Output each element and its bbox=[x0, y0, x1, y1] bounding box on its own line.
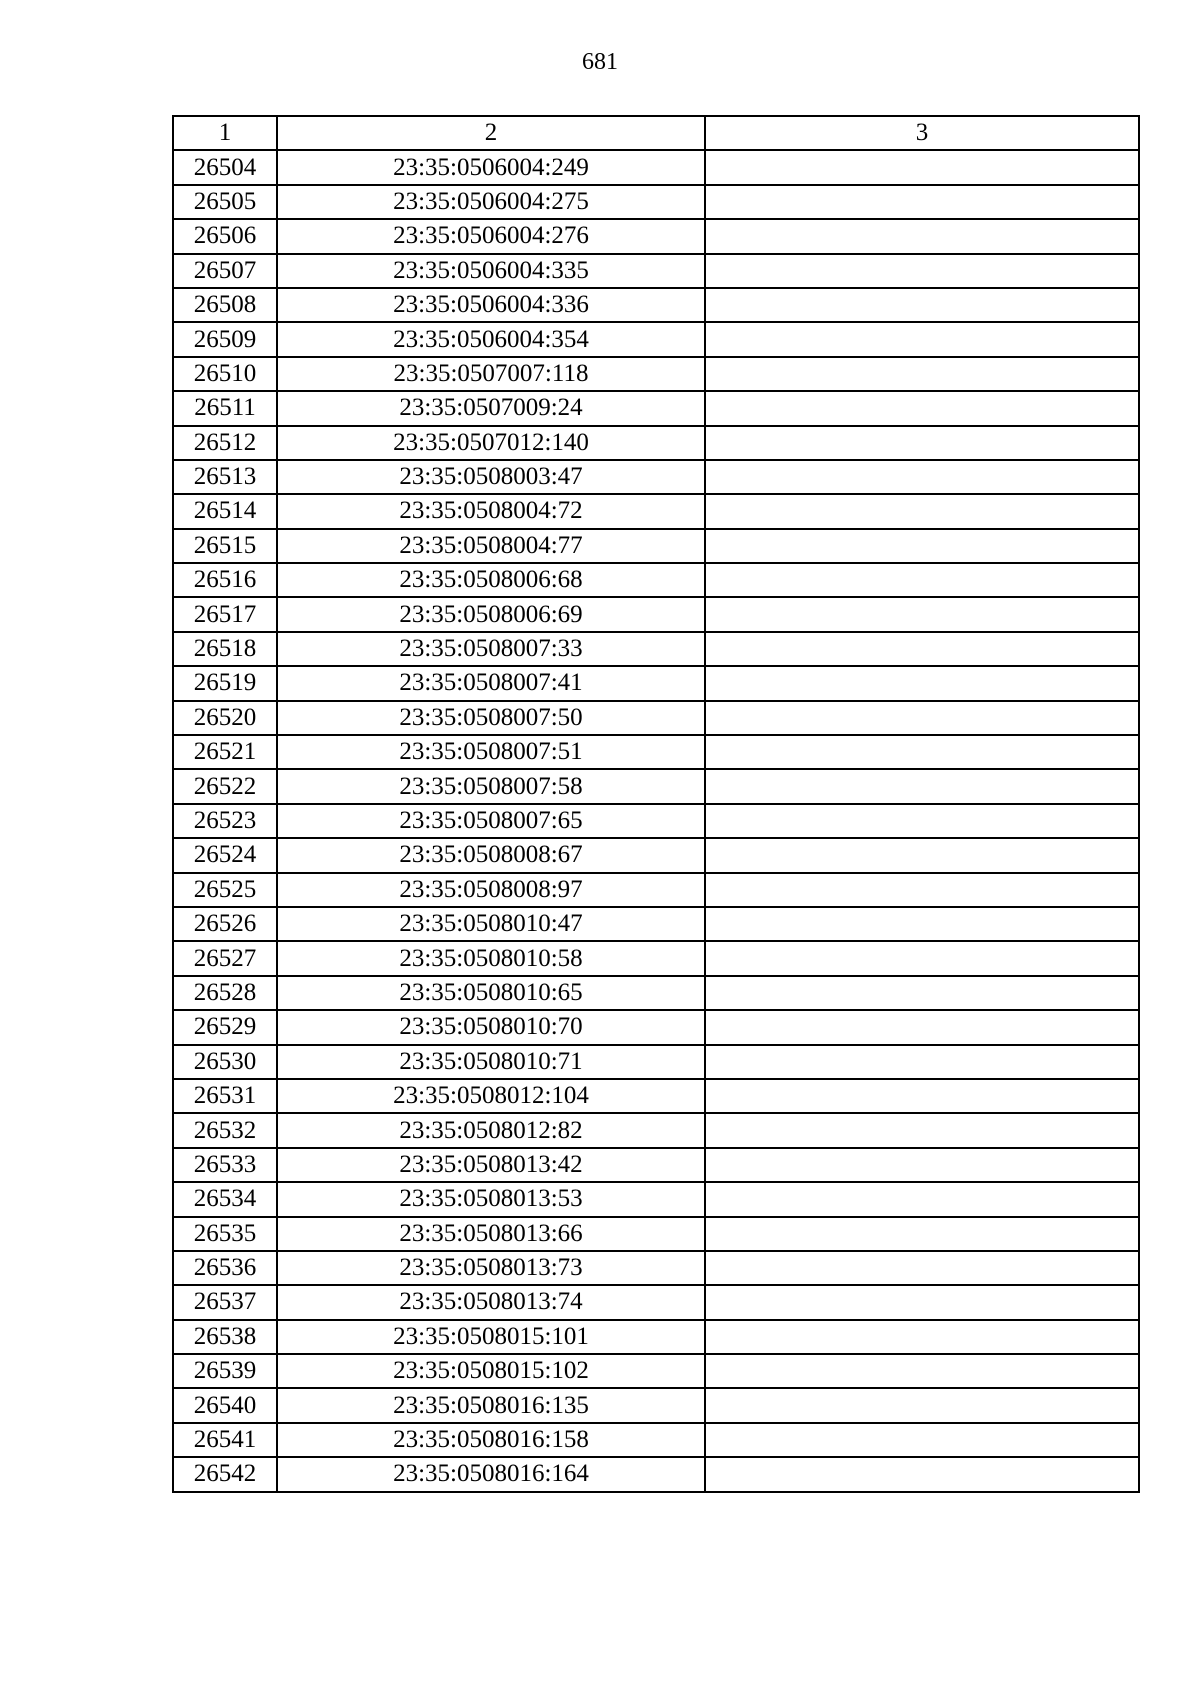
cadastral-number-cell: 23:35:0508013:42 bbox=[277, 1148, 705, 1182]
notes-cell bbox=[705, 288, 1139, 322]
row-number-cell: 26535 bbox=[173, 1217, 277, 1251]
notes-cell bbox=[705, 701, 1139, 735]
cadastral-number-cell: 23:35:0508010:58 bbox=[277, 941, 705, 975]
row-number-cell: 26508 bbox=[173, 288, 277, 322]
notes-cell bbox=[705, 1354, 1139, 1388]
cadastral-number-cell: 23:35:0508007:41 bbox=[277, 666, 705, 700]
row-number-cell: 26539 bbox=[173, 1354, 277, 1388]
column-header-2: 2 bbox=[277, 116, 705, 150]
table-row bbox=[173, 1423, 1139, 1457]
notes-cell bbox=[705, 1388, 1139, 1422]
cadastral-number-cell: 23:35:0508010:65 bbox=[277, 976, 705, 1010]
table-row bbox=[173, 769, 1139, 803]
cadastral-number-cell: 23:35:0507007:118 bbox=[277, 357, 705, 391]
cadastral-number-cell: 23:35:0506004:335 bbox=[277, 254, 705, 288]
notes-cell bbox=[705, 907, 1139, 941]
notes-cell bbox=[705, 219, 1139, 253]
cadastral-number-cell: 23:35:0508003:47 bbox=[277, 460, 705, 494]
cadastral-number-cell: 23:35:0508012:82 bbox=[277, 1113, 705, 1147]
cadastral-number-cell: 23:35:0508015:101 bbox=[277, 1320, 705, 1354]
table-row bbox=[173, 873, 1139, 907]
cadastral-number-cell: 23:35:0508004:77 bbox=[277, 529, 705, 563]
cadastral-number-cell: 23:35:0508008:97 bbox=[277, 873, 705, 907]
table-row bbox=[173, 1010, 1139, 1044]
row-number-cell: 26526 bbox=[173, 907, 277, 941]
cadastral-number-cell: 23:35:0508007:51 bbox=[277, 735, 705, 769]
cadastral-number-cell: 23:35:0508007:50 bbox=[277, 701, 705, 735]
notes-cell bbox=[705, 976, 1139, 1010]
cadastral-number-cell: 23:35:0508007:33 bbox=[277, 632, 705, 666]
notes-cell bbox=[705, 873, 1139, 907]
table-row bbox=[173, 1251, 1139, 1285]
notes-cell bbox=[705, 460, 1139, 494]
row-number-cell: 26517 bbox=[173, 597, 277, 631]
column-header-1: 1 bbox=[173, 116, 277, 150]
row-number-cell: 26524 bbox=[173, 838, 277, 872]
row-number-cell: 26527 bbox=[173, 941, 277, 975]
row-number-cell: 26512 bbox=[173, 426, 277, 460]
cadastral-number-cell: 23:35:0508012:104 bbox=[277, 1079, 705, 1113]
table-row bbox=[173, 1320, 1139, 1354]
table-row bbox=[173, 1217, 1139, 1251]
row-number-cell: 26507 bbox=[173, 254, 277, 288]
cadastral-number-cell: 23:35:0508016:164 bbox=[277, 1457, 705, 1491]
table-row bbox=[173, 735, 1139, 769]
notes-cell bbox=[705, 666, 1139, 700]
row-number-cell: 26509 bbox=[173, 322, 277, 356]
table-row bbox=[173, 838, 1139, 872]
row-number-cell: 26504 bbox=[173, 150, 277, 184]
row-number-cell: 26505 bbox=[173, 185, 277, 219]
row-number-cell: 26521 bbox=[173, 735, 277, 769]
table-row bbox=[173, 391, 1139, 425]
row-number-cell: 26533 bbox=[173, 1148, 277, 1182]
cadastral-number-cell: 23:35:0508007:58 bbox=[277, 769, 705, 803]
row-number-cell: 26520 bbox=[173, 701, 277, 735]
notes-cell bbox=[705, 494, 1139, 528]
row-number-cell: 26519 bbox=[173, 666, 277, 700]
table-row bbox=[173, 529, 1139, 563]
cadastral-number-cell: 23:35:0508015:102 bbox=[277, 1354, 705, 1388]
row-number-cell: 26516 bbox=[173, 563, 277, 597]
notes-cell bbox=[705, 529, 1139, 563]
cadastral-number-cell: 23:35:0508008:67 bbox=[277, 838, 705, 872]
notes-cell bbox=[705, 1217, 1139, 1251]
notes-cell bbox=[705, 1010, 1139, 1044]
notes-cell bbox=[705, 1148, 1139, 1182]
row-number-cell: 26538 bbox=[173, 1320, 277, 1354]
table-row bbox=[173, 185, 1139, 219]
notes-cell bbox=[705, 838, 1139, 872]
cadastral-number-cell: 23:35:0508004:72 bbox=[277, 494, 705, 528]
cadastral-number-cell: 23:35:0506004:276 bbox=[277, 219, 705, 253]
cadastral-number-cell: 23:35:0508006:69 bbox=[277, 597, 705, 631]
row-number-cell: 26540 bbox=[173, 1388, 277, 1422]
notes-cell bbox=[705, 804, 1139, 838]
table-row bbox=[173, 804, 1139, 838]
row-number-cell: 26534 bbox=[173, 1182, 277, 1216]
table-row bbox=[173, 1354, 1139, 1388]
table-body bbox=[173, 150, 1139, 1491]
page-number: 681 bbox=[582, 49, 618, 75]
table-row bbox=[173, 460, 1139, 494]
row-number-cell: 26537 bbox=[173, 1285, 277, 1319]
row-number-cell: 26528 bbox=[173, 976, 277, 1010]
notes-cell bbox=[705, 1457, 1139, 1491]
notes-cell bbox=[705, 735, 1139, 769]
table-row bbox=[173, 494, 1139, 528]
registry-table bbox=[172, 115, 1140, 1493]
cadastral-number-cell: 23:35:0507012:140 bbox=[277, 426, 705, 460]
table-row bbox=[173, 426, 1139, 460]
notes-cell bbox=[705, 597, 1139, 631]
notes-cell bbox=[705, 391, 1139, 425]
table-row bbox=[173, 1113, 1139, 1147]
table-row bbox=[173, 666, 1139, 700]
cadastral-number-cell: 23:35:0508010:71 bbox=[277, 1045, 705, 1079]
notes-cell bbox=[705, 426, 1139, 460]
notes-cell bbox=[705, 322, 1139, 356]
table-row bbox=[173, 1457, 1139, 1491]
cadastral-number-cell: 23:35:0508006:68 bbox=[277, 563, 705, 597]
notes-cell bbox=[705, 1045, 1139, 1079]
table-row bbox=[173, 357, 1139, 391]
notes-cell bbox=[705, 1079, 1139, 1113]
notes-cell bbox=[705, 769, 1139, 803]
row-number-cell: 26525 bbox=[173, 873, 277, 907]
cadastral-number-cell: 23:35:0508016:158 bbox=[277, 1423, 705, 1457]
cadastral-number-cell: 23:35:0508013:73 bbox=[277, 1251, 705, 1285]
notes-cell bbox=[705, 632, 1139, 666]
table-row bbox=[173, 976, 1139, 1010]
row-number-cell: 26523 bbox=[173, 804, 277, 838]
notes-cell bbox=[705, 1285, 1139, 1319]
cadastral-number-cell: 23:35:0506004:354 bbox=[277, 322, 705, 356]
row-number-cell: 26511 bbox=[173, 391, 277, 425]
row-number-cell: 26510 bbox=[173, 357, 277, 391]
notes-cell bbox=[705, 150, 1139, 184]
row-number-cell: 26541 bbox=[173, 1423, 277, 1457]
table-row bbox=[173, 1079, 1139, 1113]
row-number-cell: 26536 bbox=[173, 1251, 277, 1285]
cadastral-number-cell: 23:35:0508013:74 bbox=[277, 1285, 705, 1319]
table-row bbox=[173, 1148, 1139, 1182]
cadastral-number-cell: 23:35:0506004:275 bbox=[277, 185, 705, 219]
row-number-cell: 26515 bbox=[173, 529, 277, 563]
column-header-3: 3 bbox=[705, 116, 1139, 150]
row-number-cell: 26522 bbox=[173, 769, 277, 803]
cadastral-number-cell: 23:35:0508013:53 bbox=[277, 1182, 705, 1216]
row-number-cell: 26531 bbox=[173, 1079, 277, 1113]
table-row bbox=[173, 563, 1139, 597]
notes-cell bbox=[705, 1251, 1139, 1285]
cadastral-number-cell: 23:35:0508010:70 bbox=[277, 1010, 705, 1044]
cadastral-number-cell: 23:35:0508007:65 bbox=[277, 804, 705, 838]
table-row bbox=[173, 1045, 1139, 1079]
notes-cell bbox=[705, 941, 1139, 975]
table-row bbox=[173, 1285, 1139, 1319]
table-row bbox=[173, 941, 1139, 975]
table-row bbox=[173, 150, 1139, 184]
notes-cell bbox=[705, 563, 1139, 597]
notes-cell bbox=[705, 1423, 1139, 1457]
table-row bbox=[173, 219, 1139, 253]
cadastral-number-cell: 23:35:0508010:47 bbox=[277, 907, 705, 941]
row-number-cell: 26514 bbox=[173, 494, 277, 528]
table-row bbox=[173, 288, 1139, 322]
cadastral-number-cell: 23:35:0507009:24 bbox=[277, 391, 705, 425]
row-number-cell: 26532 bbox=[173, 1113, 277, 1147]
table-row bbox=[173, 1182, 1139, 1216]
table-row bbox=[173, 254, 1139, 288]
row-number-cell: 26542 bbox=[173, 1457, 277, 1491]
table-row bbox=[173, 597, 1139, 631]
notes-cell bbox=[705, 357, 1139, 391]
cadastral-number-cell: 23:35:0508013:66 bbox=[277, 1217, 705, 1251]
table-header-row bbox=[173, 116, 1139, 150]
row-number-cell: 26518 bbox=[173, 632, 277, 666]
notes-cell bbox=[705, 185, 1139, 219]
row-number-cell: 26506 bbox=[173, 219, 277, 253]
table-row bbox=[173, 1388, 1139, 1422]
notes-cell bbox=[705, 1113, 1139, 1147]
notes-cell bbox=[705, 254, 1139, 288]
row-number-cell: 26513 bbox=[173, 460, 277, 494]
notes-cell bbox=[705, 1182, 1139, 1216]
cadastral-number-cell: 23:35:0506004:249 bbox=[277, 150, 705, 184]
table-row bbox=[173, 322, 1139, 356]
row-number-cell: 26529 bbox=[173, 1010, 277, 1044]
table-row bbox=[173, 632, 1139, 666]
table-row bbox=[173, 907, 1139, 941]
cadastral-number-cell: 23:35:0508016:135 bbox=[277, 1388, 705, 1422]
notes-cell bbox=[705, 1320, 1139, 1354]
row-number-cell: 26530 bbox=[173, 1045, 277, 1079]
table-row bbox=[173, 701, 1139, 735]
cadastral-number-cell: 23:35:0506004:336 bbox=[277, 288, 705, 322]
